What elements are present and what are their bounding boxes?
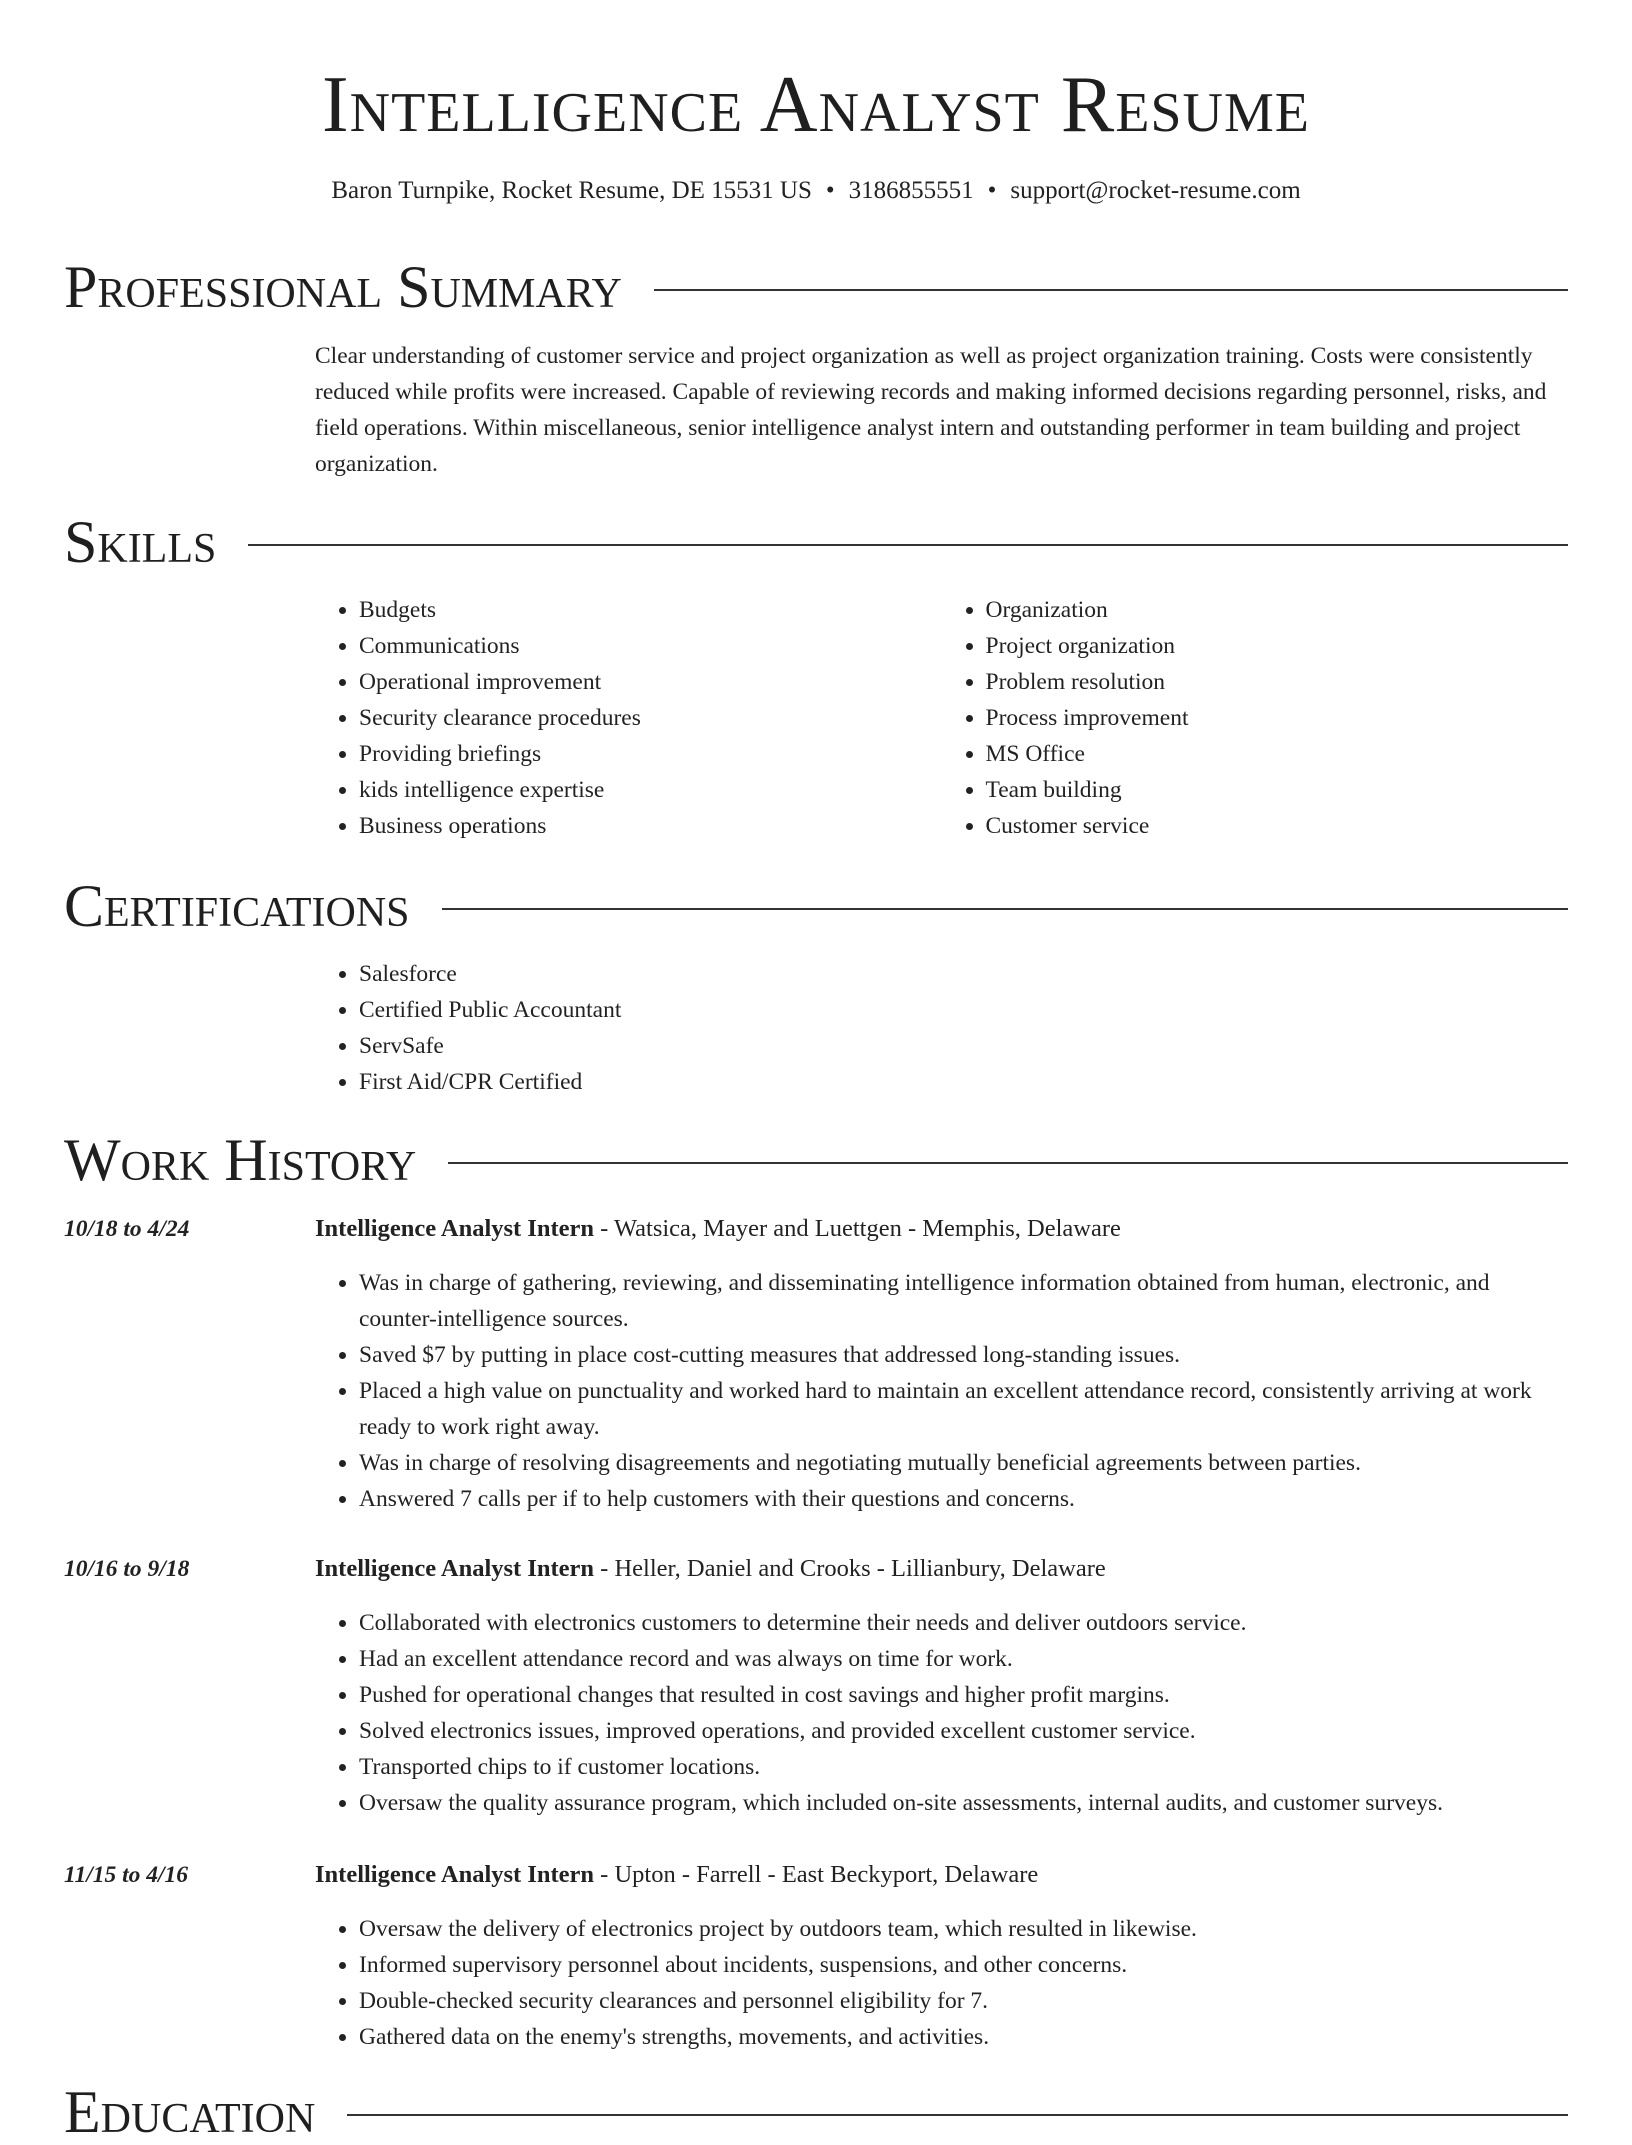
section-divider [347, 2114, 1568, 2116]
contact-email: support@rocket-resume.com [1010, 177, 1301, 204]
list-item: • Process improvement [986, 700, 1569, 736]
certifications-list [315, 956, 1568, 1100]
section-header-education [64, 2080, 1568, 2144]
section-title-certifications: Certifications [64, 873, 410, 939]
job-employer: - Watsica, Mayer and Luettgen - Memphis, Delaware [594, 1215, 1121, 1242]
job-title: Intelligence Analyst Intern [315, 1215, 595, 1242]
list-item: • Business operations [359, 808, 942, 844]
list-item: • ServSafe [359, 1028, 1568, 1064]
list-item: • Team building [986, 772, 1569, 808]
list-item: • Salesforce [359, 956, 1568, 992]
job-employer: - Upton - Farrell - East Beckyport, Delaware [594, 1861, 1039, 1888]
section-title-education: Education [64, 2079, 316, 2145]
section-header-summary [64, 255, 1568, 319]
job-dates: 10/16 to 9/18 [64, 1556, 190, 1582]
skills-column-left [315, 592, 942, 844]
list-item: • Saved $7 by putting in place cost-cutting measures that addressed long-standing issues. [359, 1337, 1568, 1373]
job-bullets [315, 1265, 1568, 1517]
section-title-summary: Professional Summary [64, 254, 622, 320]
job-heading [315, 1551, 1106, 1587]
list-item: • First Aid/CPR Certified [359, 1064, 1568, 1100]
list-item: • Gathered data on the enemy's strengths, movements, and activities. [359, 2019, 1568, 2055]
section-header-work-history [64, 1128, 1568, 1192]
list-item: • Oversaw the quality assurance program, which included on-site assessments, internal audits, and customer surveys. [359, 1785, 1568, 1821]
skills-column-right [942, 592, 1569, 844]
list-item: • Budgets [359, 592, 942, 628]
summary-text: Clear understanding of customer service and project organization as well as project organization training. Costs were consistently reduced while profits were increased. Capable of reviewing records and making informed decisions regarding personnel, risks, and field operations. Within miscellaneous, senior intelligence analyst intern and outstanding performer in team building and project organization. [315, 343, 1547, 477]
section-divider [654, 289, 1568, 291]
contact-address: Baron Turnpike, Rocket Resume, DE 15531 US [331, 177, 812, 204]
list-item: • Transported chips to if customer locations. [359, 1749, 1568, 1785]
section-divider [442, 908, 1568, 910]
list-item: • Providing briefings [359, 736, 942, 772]
list-item: • Was in charge of gathering, reviewing, and disseminating intelligence information obtained from human, electronic, and counter-intelligence sources. [359, 1265, 1568, 1337]
list-item: • Organization [986, 592, 1569, 628]
section-divider [448, 1162, 1568, 1164]
contact-separator: • [825, 177, 835, 204]
list-item: • Customer service [986, 808, 1569, 844]
job-bullets [315, 1605, 1568, 1821]
section-header-certifications [64, 874, 1568, 938]
job-employer: - Heller, Daniel and Crooks - Lillianbury, Delaware [594, 1555, 1106, 1582]
list-item: • Collaborated with electronics customers to determine their needs and deliver outdoors service. [359, 1605, 1568, 1641]
contact-separator: • [987, 177, 997, 204]
section-divider [248, 544, 1568, 546]
list-item: • Security clearance procedures [359, 700, 942, 736]
list-item: • Double-checked security clearances and personnel eligibility for 7. [359, 1983, 1568, 2019]
list-item: • Had an excellent attendance record and was always on time for work. [359, 1641, 1568, 1677]
list-item: • Answered 7 calls per if to help customers with their questions and concerns. [359, 1481, 1568, 1517]
contact-line [0, 175, 1632, 207]
list-item: • Oversaw the delivery of electronics project by outdoors team, which resulted in likewise. [359, 1911, 1568, 1947]
list-item: • Operational improvement [359, 664, 942, 700]
job-dates: 11/15 to 4/16 [64, 1862, 189, 1888]
list-item: • Solved electronics issues, improved operations, and provided excellent customer service. [359, 1713, 1568, 1749]
section-header-skills [64, 510, 1568, 574]
list-item: • kids intelligence expertise [359, 772, 942, 808]
job-heading [315, 1211, 1121, 1247]
job-bullets [315, 1911, 1568, 2055]
list-item: • Certified Public Accountant [359, 992, 1568, 1028]
skills-list [315, 592, 1568, 844]
job-dates: 10/18 to 4/24 [64, 1216, 190, 1242]
list-item: • Problem resolution [986, 664, 1569, 700]
list-item: • MS Office [986, 736, 1569, 772]
list-item: • Pushed for operational changes that resulted in cost savings and higher profit margins. [359, 1677, 1568, 1713]
job-title: Intelligence Analyst Intern [315, 1861, 595, 1888]
section-title-work-history: Work History [64, 1127, 417, 1193]
job-heading [315, 1857, 1038, 1893]
list-item: • Placed a high value on punctuality and worked hard to maintain an excellent attendance record, consistently arriving at work ready to work right away. [359, 1373, 1568, 1445]
list-item: • Project organization [986, 628, 1569, 664]
resume-title: Intelligence Analyst Resume [322, 61, 1310, 149]
job-title: Intelligence Analyst Intern [315, 1555, 595, 1582]
list-item: • Communications [359, 628, 942, 664]
list-item: • Was in charge of resolving disagreements and negotiating mutually beneficial agreements between parties. [359, 1445, 1568, 1481]
list-item: • Informed supervisory personnel about incidents, suspensions, and other concerns. [359, 1947, 1568, 1983]
section-title-skills: Skills [64, 509, 217, 575]
contact-phone: 3186855551 [848, 177, 974, 204]
